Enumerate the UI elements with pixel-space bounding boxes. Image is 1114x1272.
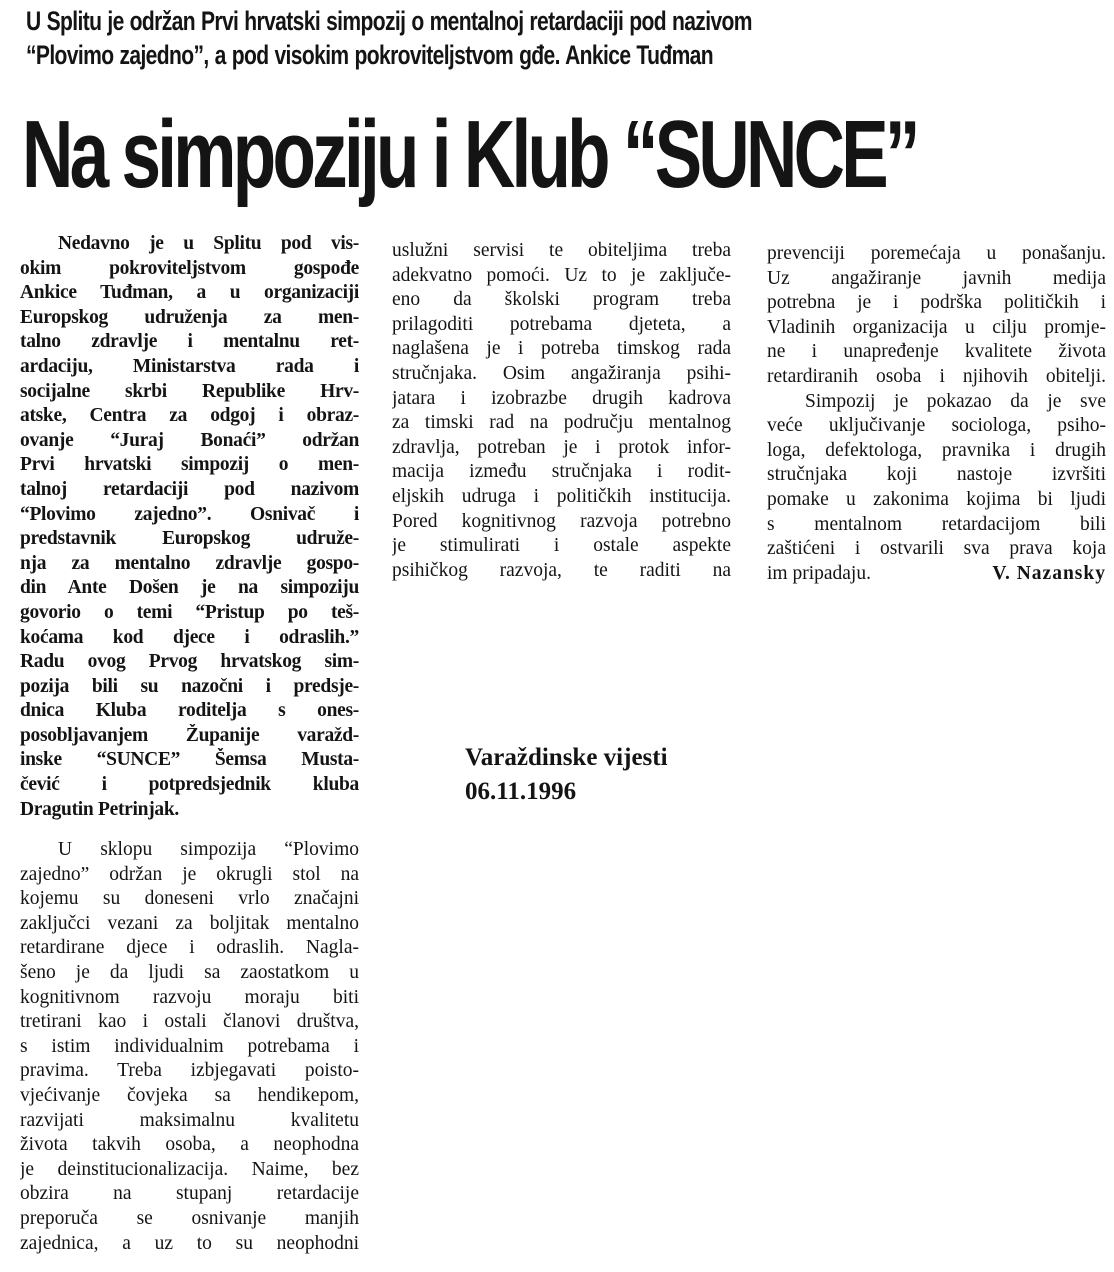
text-line: s mentalnom retardacijom bili xyxy=(767,513,1106,535)
text-line: Simpozij je pokazao da je sve xyxy=(805,390,1106,412)
text-line: naglašena je i potreba timskog rada xyxy=(392,338,731,360)
text-line: okim pokroviteljstvom gospođe xyxy=(20,257,359,279)
text-line: loga, defektologa, pravnika i drugih xyxy=(767,439,1106,461)
text-line: predstavnik Europskog udruže- xyxy=(20,528,359,550)
text-line: vjećivanje čovjeka sa hendikepom, xyxy=(20,1084,359,1106)
text-line: atske, Centra za odgoj i obraz- xyxy=(20,405,359,427)
text-line: retardirane djece i odraslih. Nagla- xyxy=(20,937,359,959)
text-line: Nedavno je u Splitu pod vis- xyxy=(58,233,359,254)
closing-line xyxy=(767,562,1106,587)
text-line: uslužni servisi te obiteljima treba xyxy=(392,240,731,261)
text-line: talno zdravlje i mentalnu ret- xyxy=(20,331,359,353)
text-line: koćama kod djece i odraslih.” xyxy=(20,626,359,648)
text-line: Vladinih organizacija u cilju promje- xyxy=(767,316,1106,338)
column-1-bold xyxy=(20,232,359,822)
text-line: ovanje “Juraj Bonaći” održan xyxy=(20,429,359,451)
text-line: zajednica, a uz to su neophodni xyxy=(20,1232,359,1254)
text-line: prevenciji poremećaja u ponašanju. xyxy=(767,243,1106,264)
text-line: pozija bili su nazočni i predsje- xyxy=(20,675,359,697)
text-line: “Plovimo zajedno”. Osnivač i xyxy=(20,503,359,525)
text-line: kojemu su doneseni vrlo značajni xyxy=(20,888,359,910)
text-line: stručnjaka. Osim angažiranja psihi- xyxy=(392,362,731,384)
text-line: eljskih udruga i političkih institucija. xyxy=(392,485,731,507)
column-1-regular xyxy=(20,838,359,1256)
text-line: macija između stručnjaka i rodit- xyxy=(392,461,731,483)
text-line: socijalne skrbi Republike Hrv- xyxy=(20,380,359,402)
text-line: retardiranih osoba i njihovih obitelji. xyxy=(767,365,1106,387)
text-line: čević i potpredsjednik kluba xyxy=(20,774,359,796)
text-line: zdravlja, potreban je i protok infor- xyxy=(392,436,731,458)
closing-text: im pripadaju. xyxy=(767,562,871,584)
text-line: tretirani kao i ostali članovi društva, xyxy=(20,1011,359,1033)
text-line: talnoj retardaciji pod nazivom xyxy=(20,478,359,500)
text-line: za timski rad na području mentalnog xyxy=(392,412,731,434)
text-line: jatara i izobrazbe drugih kadrova xyxy=(392,387,731,409)
text-line: Dragutin Petrinjak. xyxy=(20,798,179,820)
kicker-line-1: U Splitu je održan Prvi hrvatski simpozij o mentalnoj retardaciji pod nazivom xyxy=(26,6,752,36)
text-line: je deinstitucionalizacija. Naime, bez xyxy=(20,1158,359,1180)
text-line: Europskog udruženja za men- xyxy=(20,306,359,328)
text-line: Uz angažiranje javnih medija xyxy=(767,267,1106,289)
column-2 xyxy=(392,239,731,583)
text-line: veće uključivanje sociologa, psiho- xyxy=(767,415,1106,437)
publication-date: 06.11.1996 xyxy=(465,778,577,805)
text-line: je stimulirati i ostale aspekte xyxy=(392,535,731,557)
text-line: psihičkog razvoja, te raditi na xyxy=(392,559,731,581)
headline: Na simpoziju i Klub “SUNCE” xyxy=(22,101,917,208)
text-line: razvijati maksimalnu kvalitetu xyxy=(20,1109,359,1131)
text-line: Pored kognitivnog razvoja potrebno xyxy=(392,510,731,532)
text-line: pravima. Treba izbjegavati poisto- xyxy=(20,1060,359,1082)
text-line: zajedno” održan je okrugli stol na xyxy=(20,863,359,885)
text-line: života takvih osoba, a neophodna xyxy=(20,1134,359,1156)
text-line: ardaciju, Ministarstva rada i xyxy=(20,355,359,377)
kicker xyxy=(26,4,872,72)
column-3 xyxy=(767,242,1106,586)
text-line: posobljavanjem Županije varažd- xyxy=(20,724,359,746)
text-line: šeno je da ljudi sa zaostatkom u xyxy=(20,961,359,983)
text-line: din Ante Došen je na simpoziju xyxy=(20,577,359,599)
publication-name: Varaždinske vijesti xyxy=(465,744,668,771)
author-byline: V. Nazansky xyxy=(992,562,1106,584)
text-line: stručnjaka koji nastoje izvršiti xyxy=(767,464,1106,486)
text-line: obzira na stupanj retardacije xyxy=(20,1183,359,1205)
kicker-line-2: “Plovimo zajedno”, a pod visokim pokroviteljstvom gđe. Ankice Tuđman xyxy=(26,40,714,70)
text-line: dnica Kluba roditelja s ones- xyxy=(20,700,359,722)
text-line: eno da školski program treba xyxy=(392,289,731,311)
text-line: Prvi hrvatski simpozij o men- xyxy=(20,454,359,476)
text-line: zaštićeni i ostvarili sva prava koja xyxy=(767,538,1106,560)
text-line: prilagoditi potrebama djeteta, a xyxy=(392,313,731,335)
text-line: Ankice Tuđman, a u organizaciji xyxy=(20,282,359,304)
text-line: zaključci vezani za boljitak mentalno xyxy=(20,912,359,934)
text-line: pomake u zakonima kojima bi ljudi xyxy=(767,488,1106,510)
text-line: kognitivnom razvoju moraju biti xyxy=(20,986,359,1008)
text-line: s istim individualnim potrebama i xyxy=(20,1035,359,1057)
text-line: U sklopu simpozija “Plovimo xyxy=(58,839,359,860)
text-line: preporuča se osnivanje manjih xyxy=(20,1207,359,1229)
text-line: potrebna je i podrška političkih i xyxy=(767,292,1106,314)
text-line: inske “SUNCE” Šemsa Musta- xyxy=(20,749,359,771)
text-line: nja za mentalno zdravlje gospo- xyxy=(20,552,359,574)
text-line: Radu ovog Prvog hrvatskog sim- xyxy=(20,651,359,673)
text-line: adekvatno pomoći. Uz to je zaključe- xyxy=(392,264,731,286)
text-line: govorio o temi “Pristup po teš- xyxy=(20,601,359,623)
text-line: ne i unapređenje kvalitete života xyxy=(767,341,1106,363)
source-note xyxy=(465,741,668,809)
